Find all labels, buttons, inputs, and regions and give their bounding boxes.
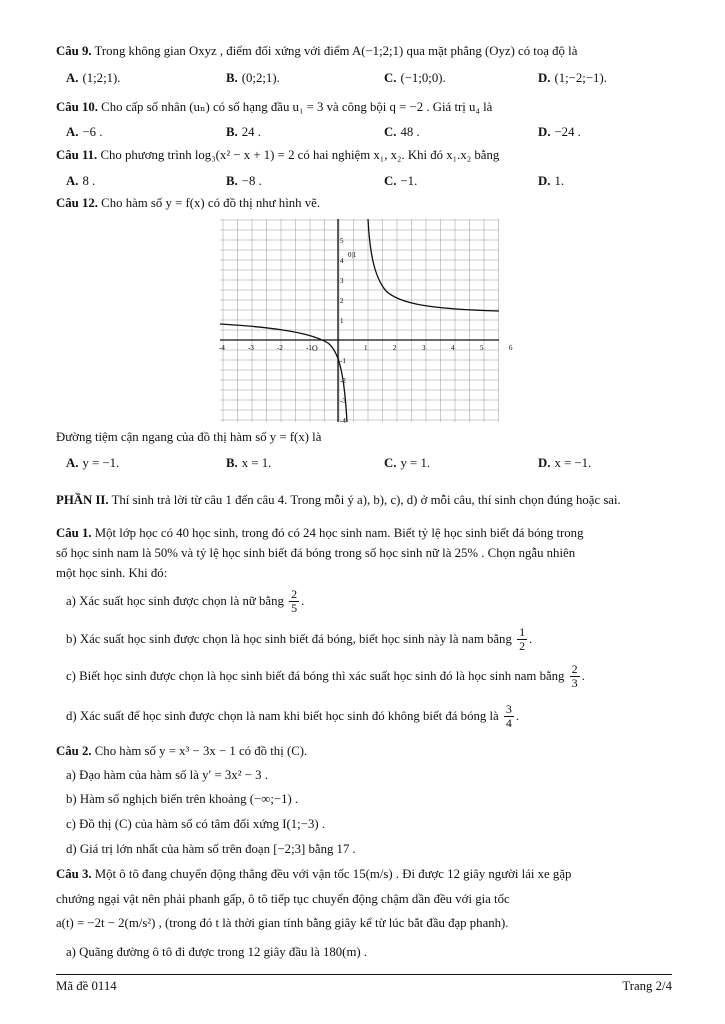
question-12-options [66,456,666,474]
y-tick-label: 1 [340,317,344,325]
question-10 [56,100,492,115]
x-tick-label: -3 [248,344,254,352]
statement-a[interactable]: a) Xác suất học sinh được chọn là nữ bằng $\frac{2}{5}$ . [66,587,305,615]
statement-d[interactable]: d) Xác suất để học sinh được chọn là nam khi biết học sinh đó không biết đá bóng là $\frac{3}{4}$ . [66,702,520,730]
y-tick-label: -1 [340,357,346,365]
question-text: Cho hàm số y = f(x) có đồ thị như hình vẽ. [101,196,321,210]
y-tick-label: 2 [340,297,344,305]
x-tick-label: 2 [393,344,397,352]
option-d[interactable]: D. (1;−2;−1). [538,71,607,85]
y-tick-label: -3 [340,397,346,405]
question-text: Trong không gian Oxyz , điểm đối xứng với điểm A(−1;2;1) qua mặt phẳng (Oyz) có toạ độ là [94,44,578,58]
statement-c[interactable]: c) Đồ thị (C) của hàm số có tâm đối xứng I(1;−3) . [66,817,326,831]
x-tick-label: 4 [451,344,455,352]
question-11-options [66,174,666,192]
option-b[interactable]: B. −8 . [226,174,262,188]
origin-label: O [312,344,318,353]
option-c[interactable]: C. (−1;0;0). [384,71,446,85]
y-tick-label: -4 [340,417,346,425]
page-footer [56,974,672,994]
x-tick-label: 1 [364,344,368,352]
option-b[interactable]: B. 24 . [226,125,261,139]
option-c[interactable]: C. 48 . [384,125,420,139]
statement-c[interactable]: c) Biết học sinh được chọn là học sinh biết đá bóng thì xác suất học sinh đó là học sinh nam bằng $\frac{2}{3}$ . [66,662,585,690]
part2-question-1: Câu 1. Một lớp học có 40 học sinh, trong đó có 24 học sinh nam. Biết tỷ lệ học sinh biết đá bóng trong [56,526,584,540]
option-c[interactable]: C. y = 1. [384,456,431,470]
option-a[interactable]: A. 8 . [66,174,96,188]
graph-tick-labels [219,237,513,425]
option-c[interactable]: C. −1. [384,174,418,188]
curve-left-branch [220,324,347,422]
x-tick-label: -2 [277,344,283,352]
x-tick-label: 3 [422,344,426,352]
x-tick-label: 5 [480,344,484,352]
question-label: Câu 9. [56,44,92,58]
part2-question-2: Câu 2. Cho hàm số y = x³ − 3x − 1 có đồ thị (C). [56,744,308,758]
question-11 [56,148,499,163]
option-a[interactable]: A. −6 . [66,125,103,139]
statement-b[interactable]: b) Xác suất học sinh được chọn là học sinh biết đá bóng, biết học sinh này là nam bằng $\frac{1}{2}$ . [66,625,533,653]
corner-label: 0|1 [348,251,357,259]
page-number: Trang 2/4 [622,979,672,993]
statement-a[interactable]: a) Quãng đường ô tô đi được trong 12 giây đầu là 180(m) . [66,945,368,959]
x-tick-label: 6 [509,344,513,352]
statement-b[interactable]: b) Hàm số nghịch biến trên khoảng (−∞;−1) . [66,792,299,806]
graph-grid [220,219,499,422]
question-label: Câu 10. [56,100,98,114]
question-9 [56,44,577,59]
fraction: $\frac{2}{3}$ [571,662,578,690]
option-d[interactable]: D. 1. [538,174,565,188]
statement-d[interactable]: d) Giá trị lớn nhất của hàm số trên đoạn [−2;3] bằng 17 . [66,842,356,856]
question-12 [56,196,320,211]
part-2-header: PHẦN II. Thí sinh trả lời từ câu 1 đến câu 4. Trong mỗi ý a), b), c), d) ở mỗi câu, thí sinh chọn đúng hoặc sai. [56,493,621,507]
question-text-line: a(t) = −2t − 2(m/s²) , (trong đó t là thời gian tính bằng giây kể từ lúc bắt đầu đạp phanh). [56,916,509,930]
option-b[interactable]: B. (0;2;1). [226,71,280,85]
question-10-options [66,125,666,143]
fraction: $\frac{2}{5}$ [291,587,298,615]
question-text: Cho cấp số nhân (uₙ) có số hạng đầu u₁ = 3 và công bội q = −2 . Giá trị u₄ là [101,100,493,114]
option-a[interactable]: A. (1;2;1). [66,71,121,85]
y-tick-label: 5 [340,237,344,245]
question-text-line: một học sinh. Khi đó: [56,566,168,580]
y-tick-label: 4 [340,257,344,265]
option-b[interactable]: B. x = 1. [226,456,272,470]
y-tick-label: -2 [340,377,346,385]
question-label: Câu 11. [56,148,98,162]
question-text-line: chướng ngại vật nên phải phanh gấp, ô tô tiếp tục chuyển động chậm dần đều với gia tốc [56,892,510,906]
curve-right-branch [368,219,499,311]
question-text: Cho phương trình log₃(x² − x + 1) = 2 có hai nghiệm x₁, x₂. Khi đó x₁.x₂ bằng [100,148,500,162]
x-tick-label: -1 [306,344,312,352]
statement-a[interactable]: a) Đạo hàm của hàm số là y′ = 3x² − 3 . [66,768,268,782]
fraction: $\frac{1}{2}$ [519,625,526,653]
option-d[interactable]: D. −24 . [538,125,581,139]
question-label: Câu 12. [56,196,98,210]
question-12-prompt: Đường tiệm cận ngang của đồ thị hàm số y = f(x) là [56,430,322,444]
option-d[interactable]: D. x = −1. [538,456,592,470]
exam-code: Mã đề 0114 [56,979,117,993]
part2-question-3: Câu 3. Một ô tô đang chuyển động thẳng đều với vận tốc 15(m/s) . Đi được 12 giây người lái xe gặp [56,867,572,881]
question-text-line: số học sinh nam là 50% và tỷ lệ học sinh biết đá bóng trong số học sinh nữ là 25% . Chọn ngẫu nhiên [56,546,576,560]
y-tick-label: 3 [340,277,344,285]
graph-axes [220,219,499,422]
function-graph [219,219,513,425]
question-9-options [66,71,666,89]
option-a[interactable]: A. y = −1. [66,456,120,470]
x-tick-label: -4 [219,344,225,352]
fraction: $\frac{3}{4}$ [505,702,512,730]
